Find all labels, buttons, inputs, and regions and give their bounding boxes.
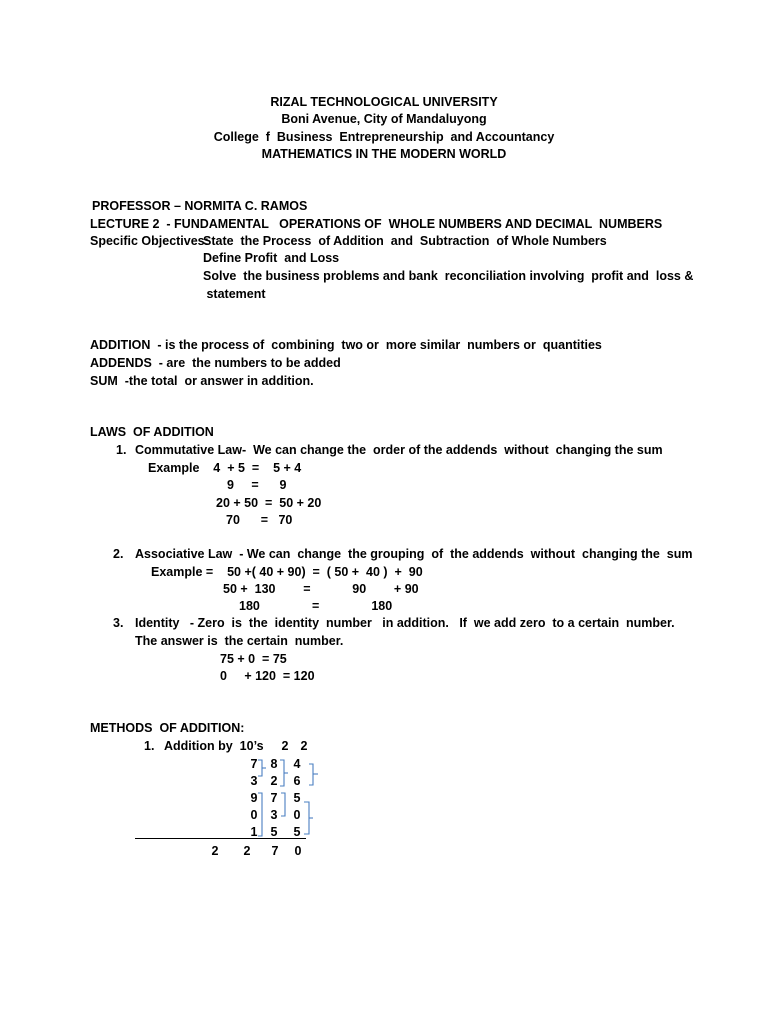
digit-cell: 7: [270, 791, 278, 805]
digit-cell: 0: [250, 808, 258, 822]
law-3-text-cont: The answer is the certain number.: [135, 634, 344, 648]
digit-cell: 5: [293, 825, 301, 839]
sum-line: [135, 838, 306, 839]
digit-cell: 5: [270, 825, 278, 839]
law-1-line-4: 70 = 70: [226, 513, 293, 527]
laws-heading: LAWS OF ADDITION: [90, 425, 214, 439]
definition-sum: SUM -the total or answer in addition.: [90, 374, 314, 388]
carry-digit: 2: [300, 739, 308, 753]
objective-2: Define Profit and Loss: [203, 251, 340, 265]
digit-cell: 8: [270, 757, 278, 771]
digit-cell: 1: [250, 825, 258, 839]
objective-3-cont: statement: [203, 287, 266, 301]
law-1-example: Example 4 + 5 = 5 + 4: [148, 461, 302, 475]
college-name: College f Business Entrepreneurship and Accountancy: [213, 130, 555, 144]
law-2-line-3: 180 = 180: [239, 599, 393, 613]
professor-line: PROFESSOR – NORMITA C. RAMOS: [92, 199, 308, 213]
total-digit: 2: [243, 844, 251, 858]
law-2-example: Example = 50 +( 40 + 90) = ( 50 + 40 ) + 90: [151, 565, 423, 579]
digit-cell: 6: [293, 774, 301, 788]
law-1-line-3: 20 + 50 = 50 + 20: [216, 496, 322, 510]
carry-digit: 2: [281, 739, 289, 753]
law-2-text: Associative Law - We can change the grouping of the addends without changing the sum: [135, 547, 693, 561]
law-3-text: Identity - Zero is the identity number in addition. If we add zero to a certain number.: [135, 616, 675, 630]
total-digit: 7: [271, 844, 279, 858]
law-3-line-1: 75 + 0 = 75: [220, 652, 287, 666]
total-digit: 0: [294, 844, 302, 858]
objective-3: Solve the business problems and bank reconciliation involving profit and loss &: [203, 269, 694, 283]
law-1-number: 1.: [116, 443, 127, 457]
law-2-line-2: 50 + 130 = 90 + 90: [223, 582, 419, 596]
total-digit: 2: [211, 844, 219, 858]
method-1-number: 1.: [144, 739, 155, 753]
university-name: RIZAL TECHNOLOGICAL UNIVERSITY: [270, 95, 498, 109]
digit-cell: 0: [293, 808, 301, 822]
digit-cell: 9: [250, 791, 258, 805]
university-address: Boni Avenue, City of Mandaluyong: [281, 112, 487, 126]
digit-cell: 7: [250, 757, 258, 771]
digit-cell: 5: [293, 791, 301, 805]
digit-cell: 3: [250, 774, 258, 788]
law-1-line-2: 9 = 9: [227, 478, 287, 492]
digit-cell: 2: [270, 774, 278, 788]
course-title: MATHEMATICS IN THE MODERN WORLD: [261, 147, 507, 161]
objectives-label: Specific Objectives:: [90, 234, 209, 248]
methods-heading: METHODS OF ADDITION:: [90, 721, 245, 735]
law-3-line-2: 0 + 120 = 120: [220, 669, 315, 683]
law-1-text: Commutative Law- We can change the order of the addends without changing the sum: [135, 443, 663, 457]
law-3-number: 3.: [113, 616, 124, 630]
digit-cell: 3: [270, 808, 278, 822]
objective-1: State the Process of Addition and Subtraction of Whole Numbers: [203, 234, 607, 248]
definition-addends: ADDENDS - are the numbers to be added: [90, 356, 341, 370]
lecture-title: LECTURE 2 - FUNDAMENTAL OPERATIONS OF WHOLE NUMBERS AND DECIMAL NUMBERS: [90, 217, 663, 231]
definition-addition: ADDITION - is the process of combining two or more similar numbers or quantities: [90, 338, 602, 352]
law-2-number: 2.: [113, 547, 124, 561]
method-1-label: Addition by 10’s: [164, 739, 264, 753]
digit-cell: 4: [293, 757, 301, 771]
